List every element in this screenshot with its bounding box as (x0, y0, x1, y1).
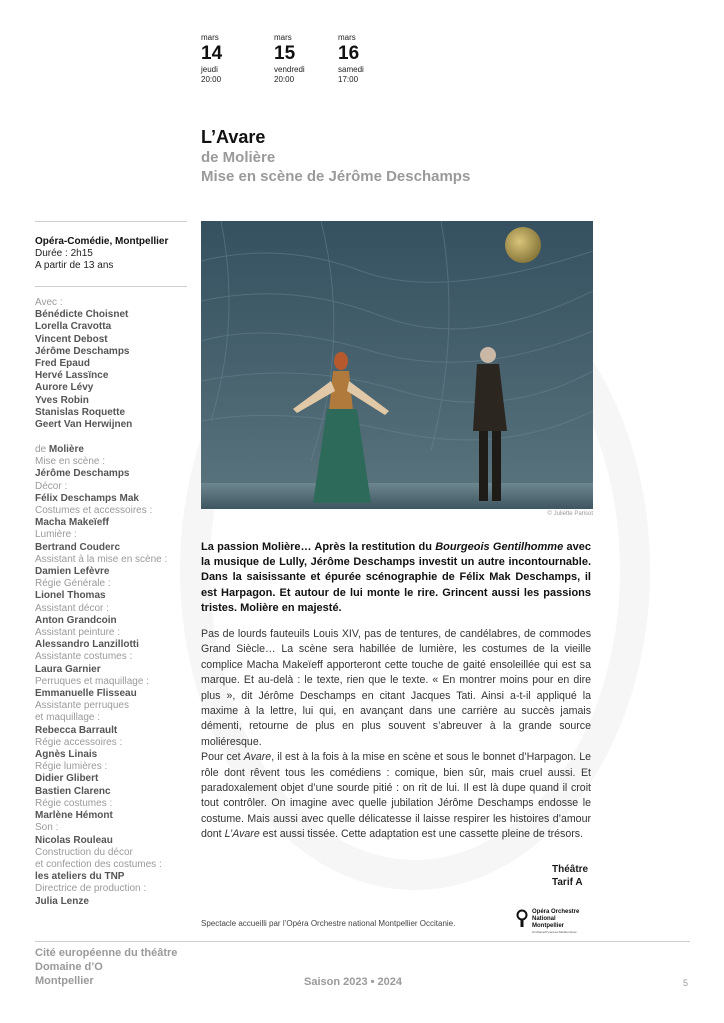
credit-label: Mise en scène : (35, 456, 106, 468)
credit-author (35, 444, 185, 456)
credit-label: Régie lumières : (35, 761, 108, 773)
credit-name: Agnès Linais (35, 749, 98, 761)
logo-text (532, 909, 579, 930)
venue-name: Opéra-Comédie, Montpellier (35, 236, 169, 247)
credit-label: Perruques et maquillage : (35, 675, 149, 687)
stage-photo (201, 221, 593, 509)
photo-credit: © Juliette Parisot (547, 511, 593, 517)
opera-logo-icon (516, 909, 528, 927)
credit-name: Damien Lefèvre (35, 566, 110, 578)
credit-name: Rebecca Barrault (35, 724, 118, 736)
credits-list (35, 444, 185, 908)
date-day: 15 (274, 43, 296, 64)
credit-label: Assistant peinture : (35, 627, 121, 639)
cast-name: Stanislas Roquette (35, 406, 126, 418)
footer-line: Montpellier (35, 975, 94, 987)
show-title-block (201, 126, 470, 186)
cast-name: Geert Van Herwijnen (35, 419, 133, 431)
genre: Théâtre (552, 864, 589, 875)
show-author: de Molière (201, 149, 276, 166)
footer-line: Domaine d’O (35, 961, 103, 973)
category-block (520, 864, 630, 889)
duration: Durée : 2h15 (35, 248, 93, 260)
divider (35, 286, 187, 287)
cast-list (35, 297, 185, 431)
body-text (201, 627, 591, 843)
date-month: mars (274, 33, 292, 42)
footer-address (35, 946, 177, 988)
opera-logo (516, 907, 596, 937)
credit-name: les ateliers du TNP (35, 871, 125, 883)
cast-name: Aurore Lévy (35, 382, 94, 394)
cast-label: Avec : (35, 297, 63, 308)
credit-label: Lumière : (35, 529, 77, 541)
cast-name: Jérôme Deschamps (35, 345, 130, 357)
credit-label: Régie costumes : (35, 797, 113, 809)
credit-label: Décor : (35, 480, 68, 492)
credit-name: Jérôme Deschamps (35, 468, 130, 480)
date-time: 20:00 (201, 75, 222, 84)
body-text-span: Pour cet (201, 751, 244, 764)
credit-name: Bertrand Couderc (35, 541, 121, 553)
credit-label: Assistant à la mise en scène : (35, 553, 168, 565)
season-label: Saison 2023 • 2024 (304, 976, 403, 988)
body-paragraph: Pas de lourds fauteuils Louis XIV, pas de tentures, de candélabres, de commodes Grand Siècle… La scène sera habillée de lumière, les costumes de la vieille complice Macha Makeïeff apporteront cette touche de gaité ensoleillée qui est sa marque. Et au-delà : le texte, rien que le texte. « En montrer moins pour en dire plus », dit Jérôme Deschamps en citant Jacques Tati. Ainsi a-t-il appliqué la maxime à la lettre, lui qui, en avançant dans une carrière au succès jamais démenti, retourne de plus en plus souvent s’abreuver à la grande source moliéresque. (201, 628, 591, 748)
credit-name: Anton Grandcoin (35, 614, 117, 626)
cast-name: Vincent Debost (35, 333, 108, 345)
body-paragraph (201, 750, 591, 842)
cast-name: Hervé Lassïnce (35, 370, 109, 382)
body-italic: L’Avare (224, 828, 260, 841)
credit-name: Lionel Thomas (35, 590, 106, 602)
credit-label: Construction du décor (35, 846, 133, 858)
cast-name: Fred Epaud (35, 358, 91, 370)
show-title: L’Avare (201, 127, 266, 147)
date-time: 20:00 (274, 75, 295, 84)
credit-label: de (35, 444, 47, 455)
stage-photo-image (201, 221, 593, 509)
page-number: 5 (683, 978, 689, 988)
credit-name: Macha Makeïeff (35, 517, 109, 529)
credit-label: Assistante perruques (35, 700, 129, 712)
credit-label: Directrice de production : (35, 883, 147, 895)
date-day: 16 (338, 43, 360, 64)
date-time: 17:00 (338, 75, 359, 84)
date-2 (274, 33, 305, 85)
logo-line: Montpellier (532, 923, 565, 929)
date-month: mars (338, 33, 356, 42)
cast-name: Yves Robin (35, 394, 89, 406)
credit-name: Alessandro Lanzillotti (35, 639, 139, 651)
credit-name: Marlène Hémont (35, 810, 113, 822)
date-3 (338, 33, 364, 85)
credit-name: Julia Lenze (35, 895, 89, 907)
date-weekday: vendredi (274, 65, 305, 74)
credit-name: Didier Glibert (35, 773, 99, 785)
credit-name: Bastien Clarenc (35, 785, 111, 797)
cast-name: Bénédicte Choisnet (35, 309, 129, 321)
logo-line: National (532, 916, 556, 922)
lead-text: avec la musique de Lully, Jérôme Deschamps investit un autre incontournable. Dans la saisissante et épurée scénographie de Félix Mak Deschamps, il est Harpagon. Et autour de lui monte le rire. Grincent aussi les passions tristes. Molière en majesté. (201, 541, 591, 614)
lead-text: La passion Molière… Après la restitution du (201, 541, 436, 553)
tarif: Tarif A (552, 876, 583, 888)
credit-label: Costumes et accessoires : (35, 505, 153, 517)
show-director: Mise en scène de Jérôme Deschamps (201, 168, 471, 185)
credit-name: Emmanuelle Flisseau (35, 688, 137, 700)
credit-name: Nicolas Rouleau (35, 834, 113, 846)
divider (35, 221, 187, 222)
footer-divider (35, 941, 690, 942)
logo-subtext: Occitanie/Pyrénées-Méditerranée (532, 930, 577, 934)
body-text-span: est aussi tissée. Cette adaptation est une cassette pleine de trésors. (259, 828, 584, 841)
credit-label: Assistant décor : (35, 602, 109, 614)
date-month: mars (201, 33, 219, 42)
logo-line: Opéra Orchestre (532, 909, 580, 915)
credit-label: Régie Générale : (35, 578, 111, 590)
credit-name: Laura Garnier (35, 663, 101, 675)
credit-label: Assistante costumes : (35, 651, 133, 663)
lead-italic: Bourgeois Gentilhomme (435, 541, 564, 553)
credit-name: Félix Deschamps Mak (35, 492, 139, 504)
credit-label: et maquillage : (35, 712, 101, 724)
age-limit: A partir de 13 ans (35, 260, 114, 272)
credit-label: et confection des costumes : (35, 858, 162, 870)
date-day: 14 (201, 43, 223, 64)
lead-paragraph (201, 540, 591, 616)
credit-name: Molière (48, 444, 84, 455)
cast-name: Lorella Cravotta (35, 321, 112, 333)
accueil-note: Spectacle accueilli par l’Opéra Orchestre national Montpellier Occitanie. (201, 919, 456, 928)
body-italic: Avare (243, 751, 272, 764)
venue-info (35, 236, 185, 273)
date-weekday: jeudi (201, 65, 218, 74)
credit-label: Régie accessoires : (35, 736, 123, 748)
footer-line: Cité européenne du théâtre (35, 947, 178, 959)
date-1 (201, 33, 222, 85)
body-text-span: , il est à la fois à la mise en scène et sous le bonnet d’Harpagon. Le rôle dont rêvent tous les comédiens : comique, bien sûr, mais cruel aussi. Et paradoxalement objet d’une sourde pitié : on rit de lui. Il est là dupe quand il croit tout contrôler. On imagine avec quelle jubilation Jérôme Deschamps endosse le costume. Mais aussi avec quelle délicatesse il laisse respirer les histoires d’amour dont (201, 751, 591, 841)
date-weekday: samedi (338, 65, 364, 74)
credit-label: Son : (35, 822, 59, 834)
